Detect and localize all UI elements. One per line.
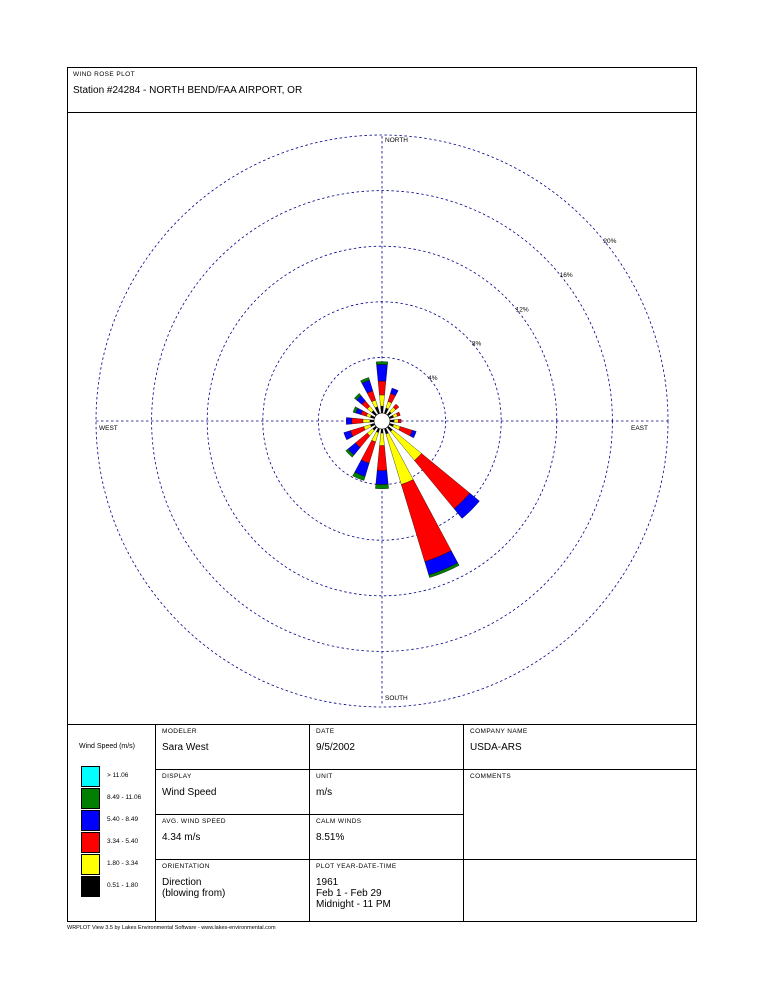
display-label: DISPLAY <box>162 773 192 780</box>
petal-segment <box>394 419 398 422</box>
petal-segment <box>376 362 388 365</box>
legend-swatch <box>81 766 100 787</box>
legend-swatch <box>81 810 100 831</box>
petal-s <box>375 429 388 489</box>
avg-speed-cell <box>156 815 310 860</box>
calm-circle <box>374 413 390 429</box>
petal-segment <box>372 432 379 442</box>
wind-rose-chart <box>68 112 696 724</box>
compass-west-label: WEST <box>99 425 118 432</box>
blank-cell <box>464 860 696 922</box>
display-cell <box>156 770 310 815</box>
petal-segment <box>378 381 386 395</box>
petal-segment <box>399 427 412 436</box>
company-label: COMPANY NAME <box>470 728 528 735</box>
ring-labels <box>428 238 617 382</box>
legend-swatch <box>81 854 100 875</box>
plot-header <box>68 68 696 113</box>
modeler-value: Sara West <box>162 742 209 753</box>
plot-frame <box>67 67 697 922</box>
comments-label: COMMENTS <box>470 773 512 780</box>
petal-e <box>390 419 401 423</box>
petal-segment <box>376 470 388 484</box>
ring-label: 4% <box>428 374 438 382</box>
petal-w <box>346 418 374 425</box>
display-value: Wind Speed <box>162 787 217 798</box>
petal-segment <box>377 446 387 471</box>
legend-swatch <box>81 832 100 853</box>
petal-segment <box>375 407 380 414</box>
legend-label: 1.80 - 3.34 <box>107 860 139 867</box>
petal-segment <box>352 418 363 424</box>
plot-period-value <box>316 877 391 910</box>
orientation-cell <box>156 860 310 922</box>
plot-year: 1961 <box>316 877 339 888</box>
ring-label: 8% <box>471 340 482 348</box>
plot-period-cell <box>310 860 464 922</box>
legend-label: > 11.06 <box>107 772 129 779</box>
legend <box>68 725 156 922</box>
plot-type-label: WIND ROSE PLOT <box>73 71 135 78</box>
legend-title: Wind Speed (m/s) <box>79 743 136 750</box>
plot-period-label: PLOT YEAR-DATE-TIME <box>316 863 397 870</box>
calm-winds-label: CALM WINDS <box>316 818 362 825</box>
legend-label: 5.40 - 8.49 <box>107 816 139 823</box>
legend-label: 8.49 - 11.06 <box>107 794 142 801</box>
petal-segment <box>379 395 384 406</box>
company-value: USDA-ARS <box>470 742 522 753</box>
ring-label: 20% <box>603 237 617 245</box>
petal-segment <box>398 419 401 423</box>
petal-segment <box>380 433 385 446</box>
date-value: 9/5/2002 <box>316 742 355 753</box>
petal-segment <box>375 484 388 488</box>
ring-label: 12% <box>515 306 529 314</box>
software-credit: WRPLOT View 3.5 by Lakes Environmental Software - www.lakes-environmental.com <box>67 925 276 931</box>
calm-winds-cell <box>310 815 464 860</box>
wind-petals <box>344 362 480 578</box>
petal-segment <box>350 427 365 437</box>
date-label: DATE <box>316 728 335 735</box>
modeler-label: MODELER <box>162 728 197 735</box>
avg-speed-label: AVG. WIND SPEED <box>162 818 227 825</box>
legend-label: 0.51 - 1.80 <box>107 882 139 889</box>
orientation-label: ORIENTATION <box>162 863 210 870</box>
petal-segment <box>376 364 387 381</box>
modeler-cell <box>156 725 310 770</box>
compass-north-label: NORTH <box>385 137 408 144</box>
unit-cell <box>310 770 464 815</box>
ring-label: 16% <box>559 272 573 280</box>
petal-segment <box>370 420 374 422</box>
orientation-value <box>162 877 225 899</box>
petal-sse <box>384 428 459 578</box>
station-title: Station #24284 - NORTH BEND/FAA AIRPORT, OR <box>73 85 303 96</box>
plot-time: Midnight - 11 PM <box>316 899 391 910</box>
compass-south-label: SOUTH <box>385 695 408 702</box>
petal-segment <box>390 420 394 422</box>
plot-dates: Feb 1 - Feb 29 <box>316 888 382 899</box>
unit-value: m/s <box>316 787 333 798</box>
legend-swatch <box>81 788 100 809</box>
orientation-line-1: Direction <box>162 877 202 888</box>
petal-n <box>376 362 388 413</box>
petal-segment <box>346 418 352 425</box>
petal-segment <box>381 429 383 433</box>
company-cell <box>464 725 696 770</box>
calm-winds-value: 8.51% <box>316 832 345 843</box>
compass-east-label: EAST <box>631 425 648 432</box>
avg-speed-value: 4.34 m/s <box>162 832 201 843</box>
comments-cell <box>464 770 696 860</box>
unit-label: UNIT <box>316 773 333 780</box>
info-panel <box>68 724 696 922</box>
legend-swatch <box>81 876 100 897</box>
petal-segment <box>381 406 384 413</box>
legend-label: 3.34 - 5.40 <box>107 838 139 845</box>
orientation-line-2: (blowing from) <box>162 888 226 899</box>
date-cell <box>310 725 464 770</box>
petal-segment <box>363 419 370 423</box>
